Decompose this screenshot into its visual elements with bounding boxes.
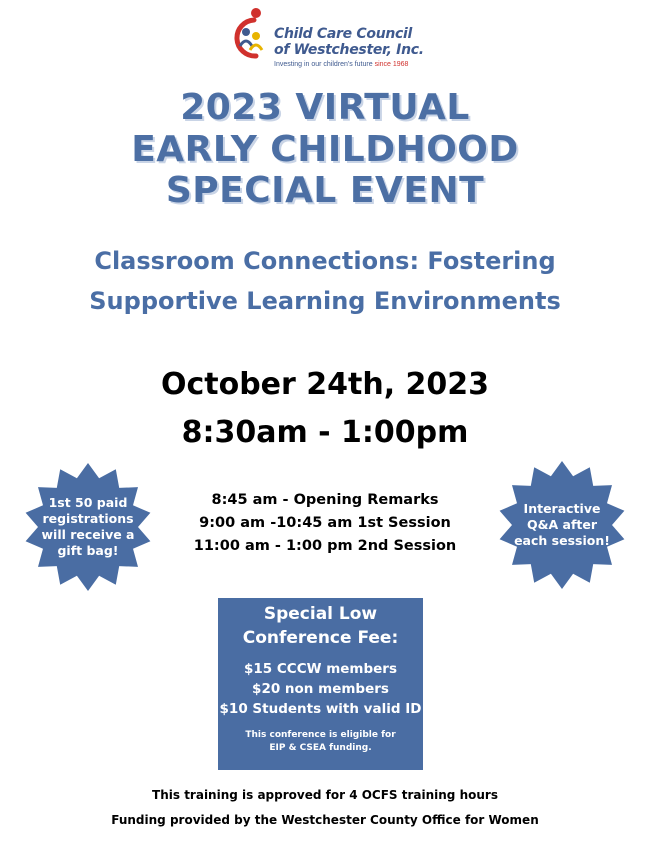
training-hours-note: This training is approved for 4 OCFS training hours [152, 788, 498, 802]
headline-line3: SPECIAL EVENT [165, 170, 485, 211]
agenda-item-opening: 8:45 am - Opening Remarks [211, 492, 439, 508]
event-time: 8:30am - 1:00pm [181, 415, 469, 450]
fee-non-members: $20 non members [252, 681, 389, 697]
headline-line1: 2023 VIRTUAL [180, 87, 470, 128]
logo-mark-icon [226, 6, 272, 68]
gift-bag-badge [22, 461, 154, 593]
conference-fee-box [218, 598, 423, 770]
agenda-item-session1: 9:00 am -10:45 am 1st Session [199, 515, 451, 531]
logo-since: since 1968 [374, 61, 409, 68]
fee-members: $15 CCCW members [244, 661, 397, 677]
event-date: October 24th, 2023 [160, 367, 490, 402]
logo-title-line1: Child Care Council [274, 26, 413, 42]
agenda-item-session2: 11:00 am - 1:00 pm 2nd Session [193, 538, 457, 554]
fee-title-line2: Conference Fee: [242, 628, 399, 648]
fee-note-line2: EIP & CSEA funding. [269, 743, 372, 753]
logo-title-line2: of Westchester, Inc. [274, 42, 424, 58]
logo-tagline: Investing in our children's future since 1968 [274, 61, 409, 68]
funding-note: Funding provided by the Westchester County Office for Women [111, 813, 539, 827]
qa-badge [496, 459, 628, 591]
fee-students: $10 Students with valid ID [219, 701, 422, 717]
council-logo [226, 6, 426, 68]
subtitle-line2: Supportive Learning Environments [89, 287, 561, 315]
fee-title-line1: Special Low [263, 604, 378, 624]
headline-line2: EARLY CHILDHOOD [131, 129, 519, 170]
qa-badge-text: Interactive Q&A after each session! [514, 501, 610, 548]
subtitle-line1: Classroom Connections: Fostering [94, 247, 556, 275]
fee-note-line1: This conference is eligible for [245, 730, 396, 740]
gift-bag-badge-text: 1st 50 paid registrations will receive a gift bag! [41, 495, 135, 558]
